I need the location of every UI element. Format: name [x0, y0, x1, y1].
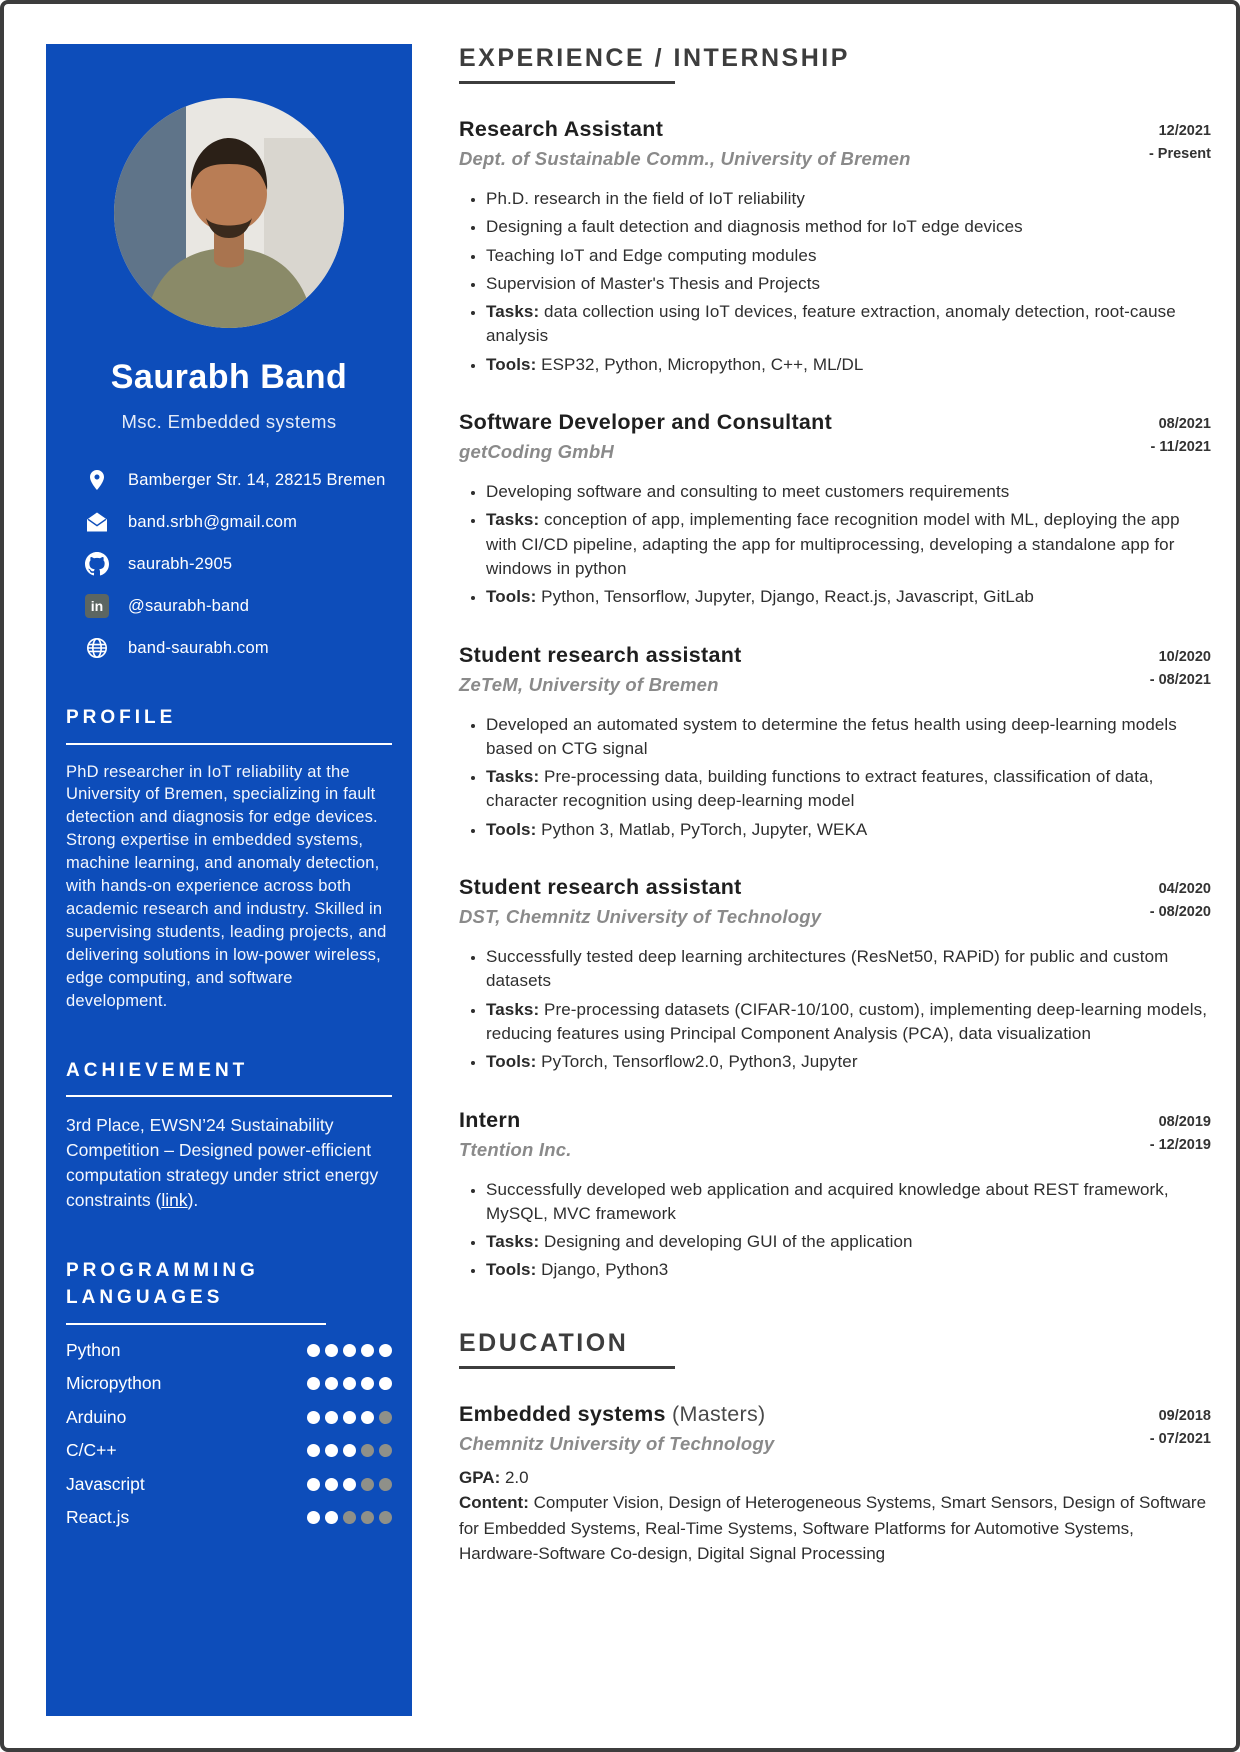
language-name: Micropython: [66, 1373, 162, 1394]
skill-dots: [302, 1344, 392, 1357]
job-date-start: 08/2021: [1158, 416, 1211, 433]
skill-dots: [302, 1511, 392, 1524]
bullet-item: • Successfully tested deep learning architectures (ResNet50, RAPiD) for public and custom datasets: [486, 945, 1211, 994]
profile-section: [66, 704, 392, 1013]
profile-heading: PROFILE: [66, 704, 392, 745]
skill-dots: [302, 1411, 392, 1424]
bullet-item: • Developed an automated system to determine the fetus health using deep-learning models based on CTG signal: [486, 713, 1211, 762]
job-role: Intern: [459, 1107, 521, 1132]
education-heading: EDUCATION: [459, 1328, 629, 1357]
job-date-start: 04/2020: [1158, 881, 1211, 898]
language-row: [66, 1340, 392, 1361]
education-details: [459, 1465, 1211, 1567]
achievement-text-after: ).: [187, 1189, 199, 1210]
job-role: Student research assistant: [459, 642, 742, 667]
language-row: [66, 1507, 392, 1528]
job-date-end: - 08/2020: [1149, 904, 1211, 921]
bullet-item: • Tools: Python 3, Matlab, PyTorch, Jupyter, WEKA: [486, 818, 1211, 842]
bullet-item: • Tasks: data collection using IoT devices, feature extraction, anomaly detection, root-cause analysis: [486, 300, 1211, 349]
education-content: Content: Computer Vision, Design of Heterogeneous Systems, Smart Sensors, Design of Software for Embedded Systems, Real-Time Systems, Software Platforms for Automotive Systems, Hardware-Software Co-design, Digital Signal Processing: [459, 1493, 1207, 1564]
linkedin-icon: in: [82, 594, 112, 618]
contact-website: [66, 635, 412, 660]
job-date-start: 12/2021: [1158, 123, 1211, 139]
sidebar: [46, 44, 412, 1716]
achievement-text: [66, 1113, 392, 1212]
job-date-end: - 12/2019: [1149, 1136, 1211, 1153]
experience-heading-rule: [459, 81, 675, 84]
skill-dots: [302, 1377, 392, 1390]
location-pin-icon: [82, 468, 112, 492]
contact-email: [66, 509, 412, 534]
language-name: Javascript: [66, 1473, 145, 1494]
bullet-item: • Developing software and consulting to meet customers requirements: [486, 480, 1211, 504]
bullet-item: • Tools: PyTorch, Tensorflow2.0, Python3, Jupyter: [486, 1050, 1211, 1074]
language-name: React.js: [66, 1507, 130, 1528]
language-list: [66, 1340, 392, 1529]
profile-photo: [114, 98, 344, 328]
job-bullets: [459, 1178, 1211, 1283]
job-date-start: 08/2019: [1158, 1113, 1211, 1130]
achievement-heading: ACHIEVEMENT: [66, 1057, 392, 1098]
job-dates: [1149, 117, 1211, 166]
achievement-section: [66, 1057, 392, 1213]
job-dates: [1150, 643, 1211, 692]
language-name: Python: [66, 1339, 121, 1360]
language-name: Arduino: [66, 1406, 127, 1427]
github-icon: [82, 552, 112, 576]
globe-icon: [82, 636, 112, 660]
job-bullets: [459, 945, 1211, 1074]
job-dates: [1150, 875, 1211, 924]
bullet-item: • Successfully developed web application and acquired knowledge about REST framework, MySQL, MVC framework: [486, 1178, 1211, 1227]
job-dates: [1150, 1108, 1211, 1157]
candidate-name: Saurabh Band: [110, 358, 348, 396]
main-column: [459, 4, 1211, 1567]
job-date-end: - 11/2021: [1150, 439, 1211, 456]
experience-heading: EXPERIENCE / INTERNSHIP: [459, 44, 850, 72]
job-date-end: - Present: [1148, 146, 1211, 163]
programming-languages-heading: PROGRAMMING LANGUAGES: [66, 1257, 326, 1325]
job-company: ZeTeM, University of Bremen: [459, 673, 719, 695]
candidate-degree: Msc. Embedded systems: [121, 411, 337, 432]
address-text: Bamberger Str. 14, 28215 Bremen: [128, 471, 386, 489]
job-student-research-zetem: [459, 643, 1211, 842]
job-intern: [459, 1108, 1211, 1283]
achievement-link[interactable]: link: [161, 1189, 188, 1210]
language-row: [66, 1474, 392, 1495]
job-company: getCoding GmbH: [459, 441, 614, 463]
bullet-item: • Tasks: Designing and developing GUI of the application: [486, 1230, 1211, 1254]
bullet-item: • Designing a fault detection and diagnosis method for IoT edge devices: [486, 215, 1211, 239]
job-company: DST, Chemnitz University of Technology: [459, 906, 822, 928]
job-software-developer: [459, 410, 1211, 609]
bullet-item: • Tasks: Pre-processing datasets (CIFAR-10/100, custom), implementing deep-learning models, reducing features using Principal Component Analysis (PCA), data visualization: [486, 998, 1211, 1047]
contact-github: [66, 551, 412, 576]
contact-linkedin: [66, 593, 412, 618]
language-row: [66, 1373, 392, 1394]
skill-dots: [302, 1444, 392, 1457]
language-name: C/C++: [66, 1440, 117, 1461]
education-date-start: 09/2018: [1158, 1407, 1211, 1424]
profile-photo-illustration: [114, 98, 344, 328]
contact-address: [66, 467, 412, 492]
bullet-item: • Supervision of Master's Thesis and Projects: [486, 272, 1211, 296]
email-icon: [82, 510, 112, 534]
language-row: [66, 1440, 392, 1461]
job-student-research-dst: [459, 875, 1211, 1074]
bullet-item: • Ph.D. research in the field of IoT reliability: [486, 187, 1211, 211]
bullet-item: • Tools: ESP32, Python, Micropython, C++, ML/DL: [486, 353, 1211, 377]
job-bullets: [459, 713, 1211, 842]
education-degree: Embedded systems (Masters): [459, 1401, 766, 1426]
job-role: Student research assistant: [459, 875, 742, 900]
education-date-end: - 07/2021: [1149, 1430, 1211, 1447]
job-dates: [1151, 410, 1211, 459]
bullet-item: • Teaching IoT and Edge computing modules: [486, 244, 1211, 268]
education-gpa: GPA: 2.0: [459, 1467, 529, 1487]
skill-dots: [302, 1478, 392, 1491]
job-bullets: [459, 187, 1211, 377]
education-school: Chemnitz University of Technology: [459, 1432, 775, 1454]
contact-list: [66, 467, 412, 660]
email-text: band.srbh@gmail.com: [128, 513, 298, 531]
language-row: [66, 1407, 392, 1428]
education-item: [459, 1402, 1211, 1567]
job-date-end: - 08/2021: [1149, 671, 1211, 688]
job-role: Software Developer and Consultant: [459, 410, 833, 435]
linkedin-text: @saurabh-band: [128, 597, 250, 615]
education-dates: [1150, 1402, 1211, 1451]
achievement-text-before: 3rd Place, EWSN’24 Sustainability Competition – Designed power-efficient computation strategy under strict energy constraints (: [66, 1115, 379, 1210]
bullet-item: • Tasks: conception of app, implementing face recognition model with ML, deploying the app with CI/CD pipeline, adapting the app for multiprocessing, developing a standalone app for windows in python: [486, 508, 1211, 581]
bullet-item: • Tasks: Pre-processing data, building functions to extract features, classification of data, character recognition using deep-learning model: [486, 765, 1211, 814]
job-role: Research Assistant: [459, 117, 664, 141]
website-text: band-saurabh.com: [128, 639, 269, 657]
github-text: saurabh-2905: [128, 555, 233, 573]
bullet-item: • Tools: Django, Python3: [486, 1258, 1211, 1282]
job-company: Ttention Inc.: [459, 1138, 572, 1160]
bullet-item: • Tools: Python, Tensorflow, Jupyter, Django, React.js, Javascript, GitLab: [486, 585, 1211, 609]
profile-text: PhD researcher in IoT reliability at the University of Bremen, specializing in fault detection and diagnosis for edge devices. Strong expertise in embedded systems, machine learning, and anomaly detection, with hands-on experience across both academic research and industry. Skilled in supervising students, leading projects, and delivering solutions in low-power wireless, edge computing, and software development.: [66, 762, 387, 1010]
job-date-start: 10/2020: [1158, 648, 1211, 665]
education-heading-rule: [459, 1366, 675, 1369]
job-bullets: [459, 480, 1211, 609]
education-section: [459, 1329, 1211, 1567]
programming-languages-section: [66, 1257, 392, 1529]
job-company: Dept. of Sustainable Comm., University of Bremen: [459, 148, 911, 169]
job-research-assistant: [459, 117, 1211, 377]
